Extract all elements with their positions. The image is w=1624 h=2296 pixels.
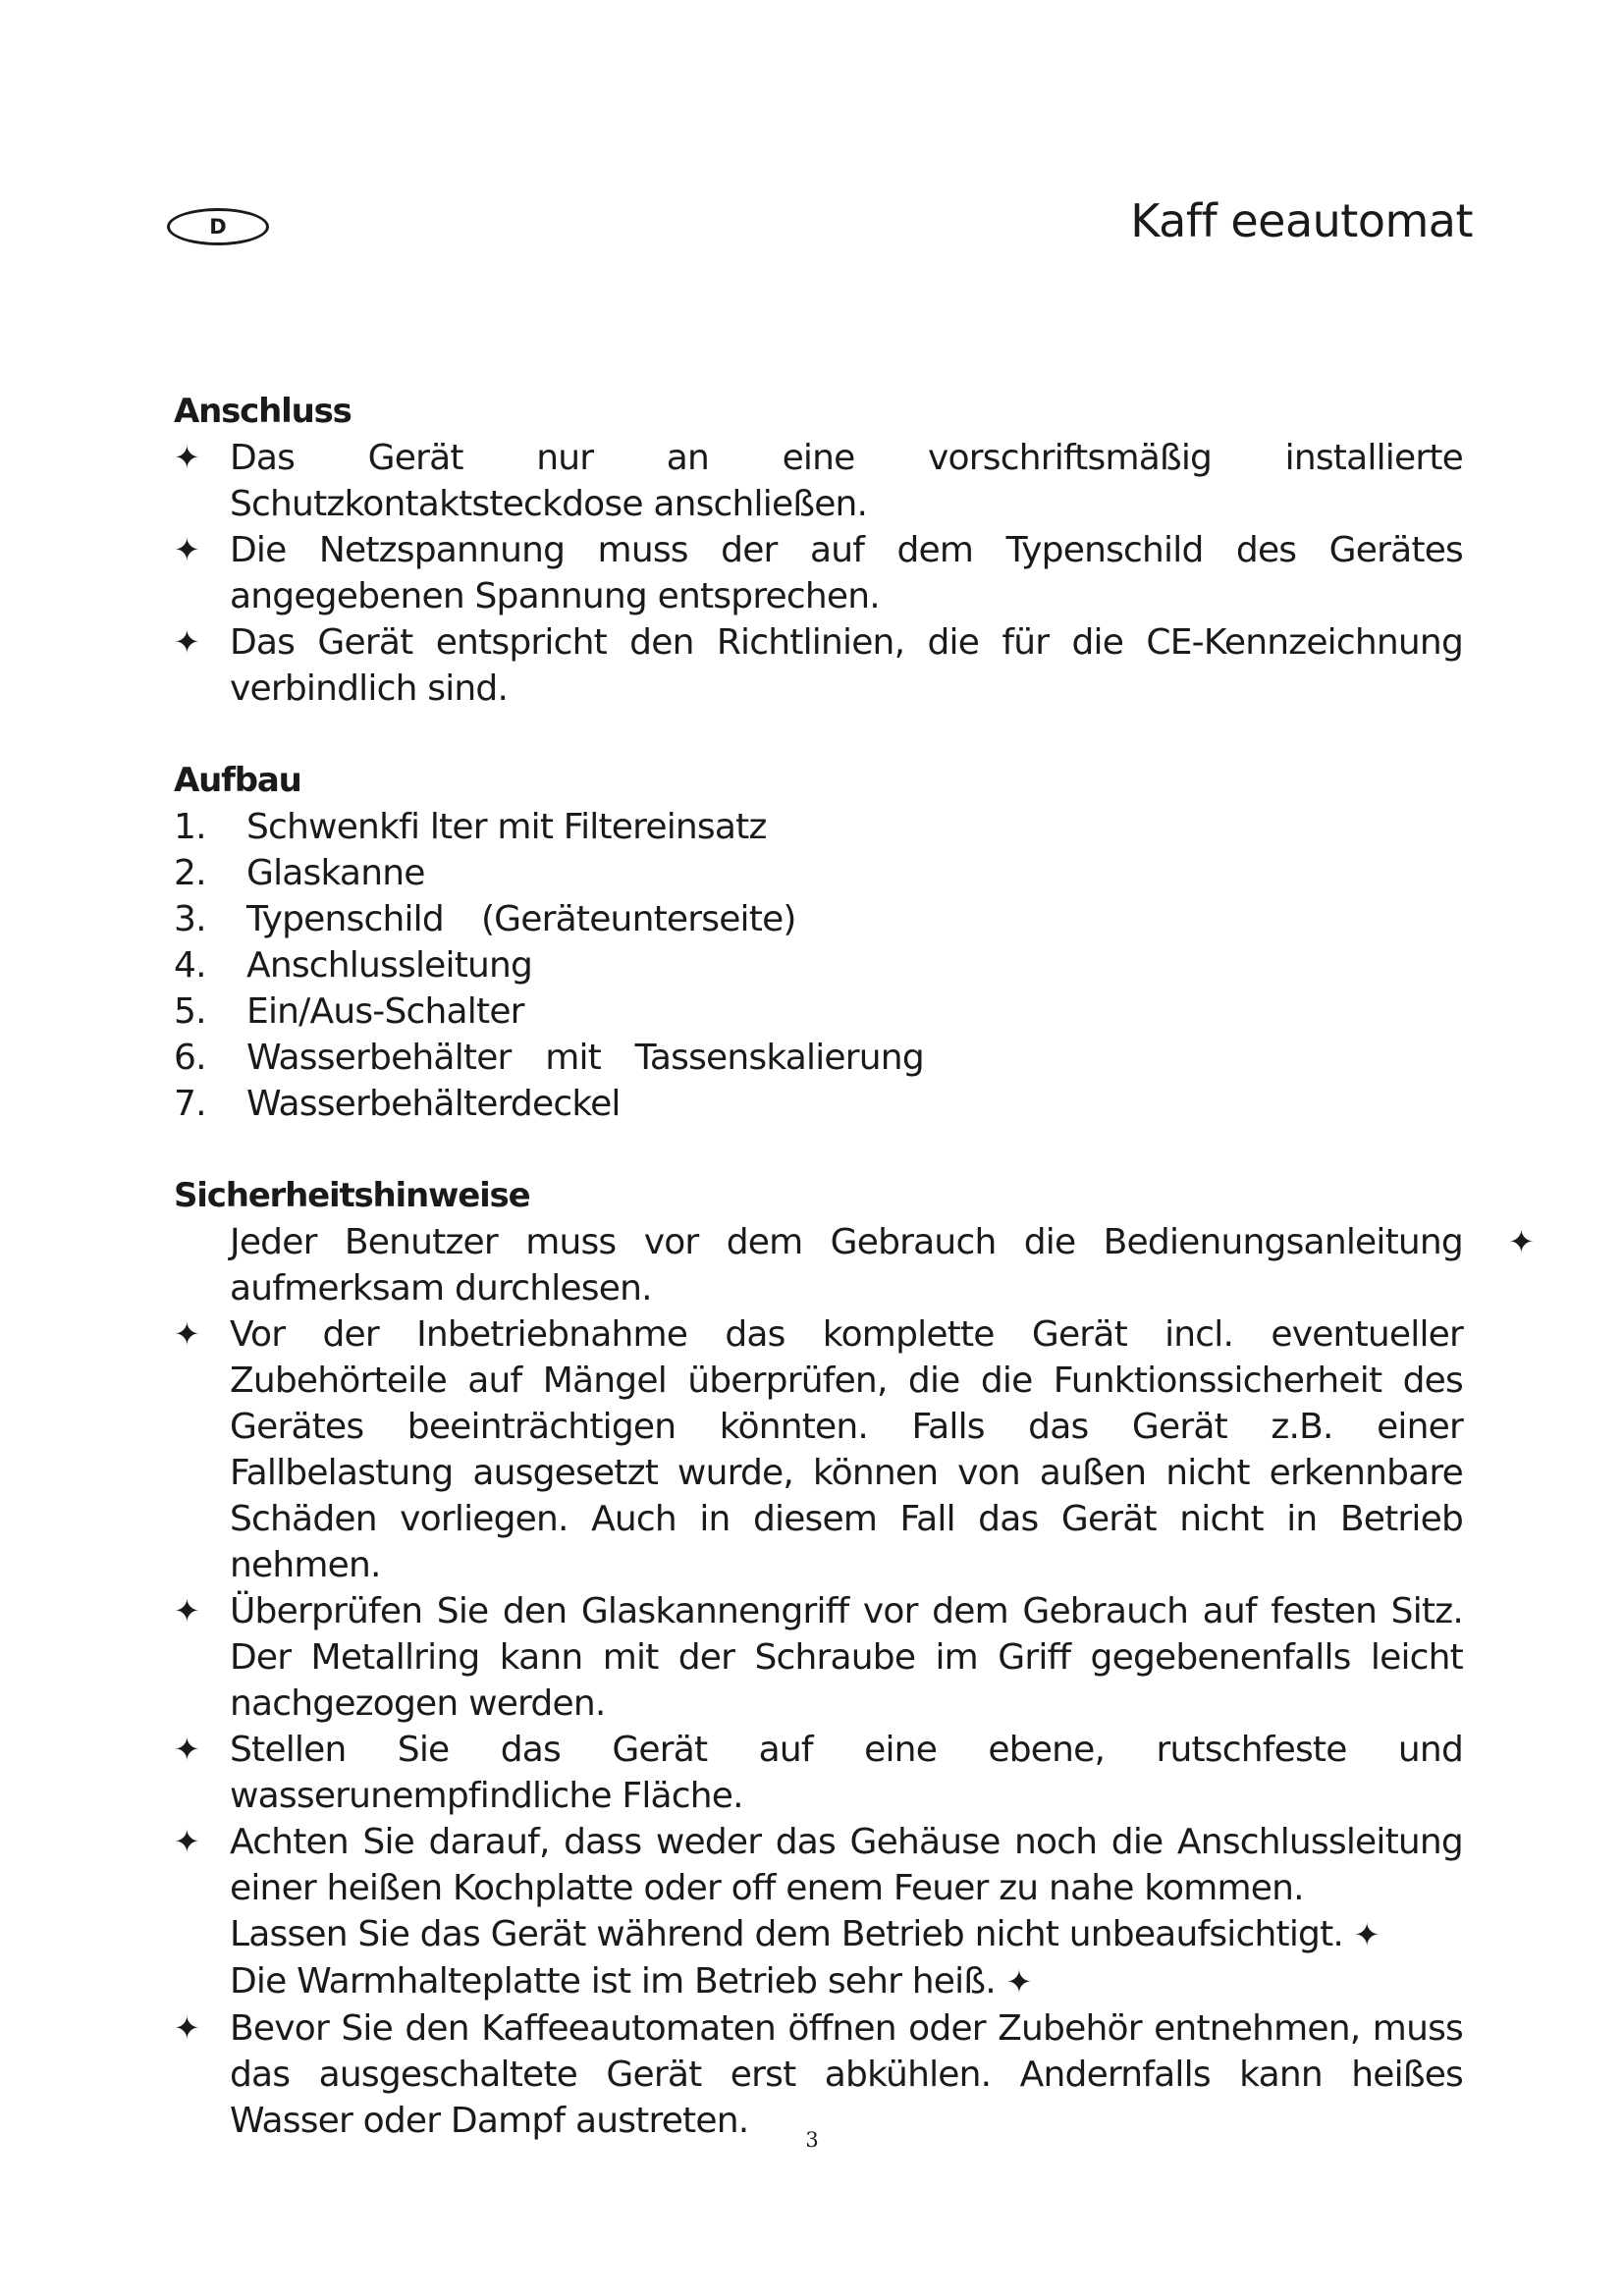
list-item (174, 1311, 1475, 1588)
list-item-text: Das Gerät nur an eine vorschriftsmäßig installierte Schutzkontaktsteckdose anschließen. (230, 438, 1463, 524)
item-text: Schwenkfi lter mit Filtereinsatz (246, 807, 767, 847)
star-bullet-icon: ✦ (174, 1592, 200, 1629)
list-item (174, 435, 1475, 527)
list-item (174, 896, 1475, 942)
document-body (174, 389, 1534, 2190)
star-bullet-icon: ✦ (174, 439, 200, 476)
section-aufbau (174, 758, 1475, 1127)
list-item (174, 1911, 1475, 1958)
list-item (174, 942, 1475, 988)
item-text: Anschlussleitung (246, 945, 533, 986)
list-item (174, 1588, 1475, 1727)
section-heading: Sicherheitshinweise (174, 1176, 530, 1215)
list-item-text: Achten Sie darauf, dass weder das Gehäuse noch die Anschlussleitung einer heißen Kochplatte oder off enem Feuer zu nahe kommen. (230, 1822, 1463, 1908)
star-bullet-icon: ✦ (1507, 1223, 1534, 1260)
language-code: D (209, 215, 227, 239)
list-item-text: Bevor Sie den Kaffeeautomaten öffnen oder Zubehör entnehmen, muss das ausgeschaltete Gerät erst abkühlen. Andernfalls kann heißes Wasser oder Dampf austreten. (230, 2008, 1463, 2141)
list-item (174, 1081, 1475, 1127)
item-text: Glaskanne (246, 853, 425, 893)
item-text: Typenschild (246, 899, 444, 939)
star-bullet-icon: ✦ (174, 1823, 200, 1860)
bullet-list (174, 1219, 1534, 2144)
section-heading: Aufbau (174, 761, 301, 800)
item-number: 1. (174, 807, 206, 847)
item-extra: (Geräteunterseite) (480, 899, 796, 939)
list-item (174, 804, 1475, 850)
list-item-text: Jeder Benutzer muss vor dem Gebrauch die Bedienungsanleitung aufmerksam durchlesen. (230, 1222, 1463, 1308)
star-bullet-icon: ✦ (174, 623, 200, 661)
section-sicherheitshinweise (174, 1173, 1534, 2144)
list-item (174, 1819, 1475, 1911)
item-number: 3. (174, 899, 206, 939)
item-text: Wasserbehälterdeckel (246, 1084, 621, 1124)
language-badge (167, 208, 269, 245)
list-item (174, 619, 1475, 712)
numbered-list (174, 804, 1475, 1127)
item-number: 7. (174, 1084, 206, 1124)
document-title: Kaff eeautomat (1130, 194, 1473, 247)
item-number: 6. (174, 1038, 206, 1078)
list-item-text: Lassen Sie das Gerät während dem Betrieb nicht unbeaufsichtigt. (230, 1914, 1344, 1954)
list-item (174, 2005, 1475, 2144)
list-item (174, 1219, 1534, 1311)
list-item-text: Das Gerät entspricht den Richtlinien, die für die CE-Kennzeichnung verbindlich sind. (230, 622, 1463, 709)
list-item-text: Stellen Sie das Gerät auf eine ebene, rutschfeste und wasserunempfindliche Fläche. (230, 1730, 1463, 1816)
item-number: 2. (174, 853, 206, 893)
item-text: Ein/Aus-Schalter (246, 991, 524, 1032)
list-item (174, 1727, 1475, 1819)
star-bullet-icon: ✦ (174, 1315, 200, 1353)
list-item-text: Die Warmhalteplatte ist im Betrieb sehr heiß. (230, 1961, 996, 2002)
item-number: 5. (174, 991, 206, 1032)
star-bullet-icon: ✦ (174, 2009, 200, 2047)
list-item (174, 850, 1475, 896)
star-bullet-icon: ✦ (174, 531, 200, 568)
section-heading: Anschluss (174, 392, 352, 431)
list-item (174, 1958, 1475, 2005)
star-bullet-icon: ✦ (174, 1731, 200, 1768)
list-item-text: Überprüfen Sie den Glaskannengriff vor dem Gebrauch auf festen Sitz. Der Metallring kann mit der Schraube im Griff gegebenenfalls leicht nachgezogen werden. (230, 1591, 1463, 1724)
list-item (174, 988, 1475, 1035)
page-number: 3 (805, 2128, 819, 2152)
list-item (174, 527, 1475, 619)
star-bullet-icon: ✦ (1005, 1963, 1032, 2001)
list-item-text: Vor der Inbetriebnahme das komplette Gerät incl. eventueller Zubehörteile auf Mängel überprüfen, die die Funktionssicherheit des Gerätes beeinträchtigen könnten. Falls das Gerät z.B. einer Fallbelastung ausgesetzt wurde, können von außen nicht erkennbare Schäden vorliegen. Auch in diesem Fall das Gerät nicht in Betrieb nehmen. (230, 1314, 1463, 1585)
star-bullet-icon: ✦ (1353, 1916, 1380, 1953)
section-anschluss (174, 389, 1475, 712)
item-text: Wasserbehälter mit Tassenskalierung (246, 1038, 924, 1078)
item-number: 4. (174, 945, 206, 986)
list-item-text: Die Netzspannung muss der auf dem Typenschild des Gerätes angegebenen Spannung entsprechen. (230, 530, 1463, 616)
list-item (174, 1035, 1475, 1081)
bullet-list (174, 435, 1475, 712)
